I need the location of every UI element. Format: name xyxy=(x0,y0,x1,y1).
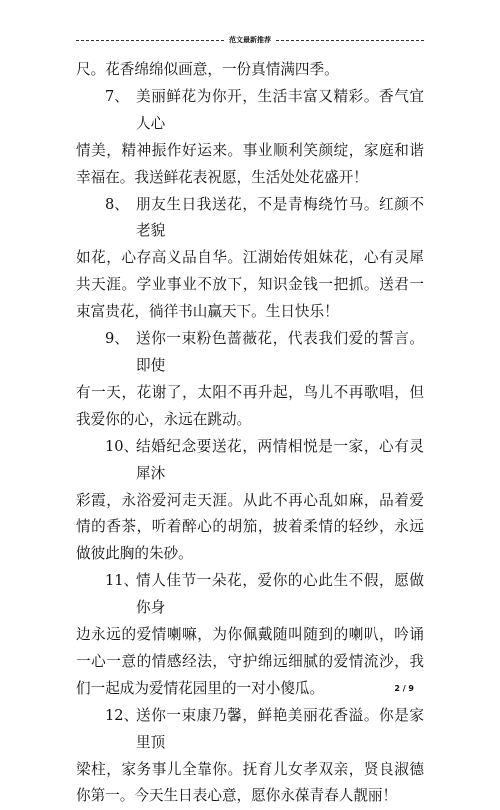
item-line: 的朱砂。 xyxy=(134,545,193,563)
item-line: 在。我送鲜花表祝愿，生活处处花盛开！ xyxy=(105,168,368,186)
list-item xyxy=(76,326,424,434)
item-line: 一意的情感经法，守护绵远细腻的爱情流沙，我们一起成 xyxy=(76,652,424,697)
item-line: 边永远的爱情喇嘛，为你佩戴随叫随到的喇叭，吟诵一心 xyxy=(76,626,424,670)
item-line: 一。今天生日表心意，愿你永葆青春人靓丽！ xyxy=(105,787,398,805)
item-line: 如花，心存高义品自华。江湖始传姐妹花，心有灵犀共天 xyxy=(76,249,424,294)
item-line: 结婚纪念要送花，两情相悦是一家，心有灵犀沐 xyxy=(136,437,424,482)
item-line: 你的心，永远在跳动。 xyxy=(105,410,252,428)
item-line: 送你一束康乃馨，鲜艳美丽花香溢。你是家里顶 xyxy=(136,706,424,751)
intro-paragraph: 尺。花香绵绵似画意，一份真情满四季。 xyxy=(76,61,339,78)
item-line: 情美，精神振作好运来。事业顺利笑颜绽，家庭和谐幸福 xyxy=(76,141,424,186)
page-header xyxy=(76,33,424,47)
item-number: 9、 xyxy=(105,330,129,348)
item-line: 有一天，花谢了，太阳不再升起，鸟儿不再歌唱，但我爱 xyxy=(76,383,424,428)
page-number: 2 / 9 xyxy=(394,684,414,693)
document-body xyxy=(76,57,424,810)
list-item xyxy=(76,84,424,192)
item-list xyxy=(76,84,424,810)
item-line: 朋友生日我送花，不是青梅绕竹马。红颜不老貌 xyxy=(136,195,424,240)
item-line: 梁柱，家务事儿全靠你。抚育儿女孝双亲，贤良淑德你第 xyxy=(76,760,424,805)
header-title: 范文最新推荐 xyxy=(226,33,274,47)
item-number: 10、 xyxy=(105,437,139,455)
item-line: 涯。学业事业不放下，知识金钱一把抓。送君一束富贵花， xyxy=(76,276,424,321)
list-item xyxy=(76,434,424,569)
item-line: 送你一束粉色蔷薇花，代表我们爱的誓言。即使 xyxy=(136,330,424,374)
item-line: 情人佳节一朵花，爱你的心此生不假，愿做你身 xyxy=(136,572,424,617)
item-number: 11、 xyxy=(105,572,139,590)
item-number: 7、 xyxy=(105,87,129,105)
item-line: 美丽鲜花为你开，生活丰富又精彩。香气宜人心 xyxy=(136,87,424,132)
item-line: 徜徉书山赢天下。生日快乐！ xyxy=(148,303,339,321)
item-line: 为爱情花园里的一对小傻瓜。 xyxy=(134,679,325,697)
list-item xyxy=(76,192,424,327)
item-line: 香茶，听着醉心的胡笳，披着柔情的轻纱，永远做彼此胸 xyxy=(76,518,424,563)
item-number: 12、 xyxy=(105,706,139,724)
item-number: 8、 xyxy=(105,195,129,213)
item-line: 彩霞，永浴爱河走天涯。从此不再心乱如麻，品着爱情的 xyxy=(76,491,424,536)
list-item xyxy=(76,703,424,810)
list-item xyxy=(76,568,424,703)
